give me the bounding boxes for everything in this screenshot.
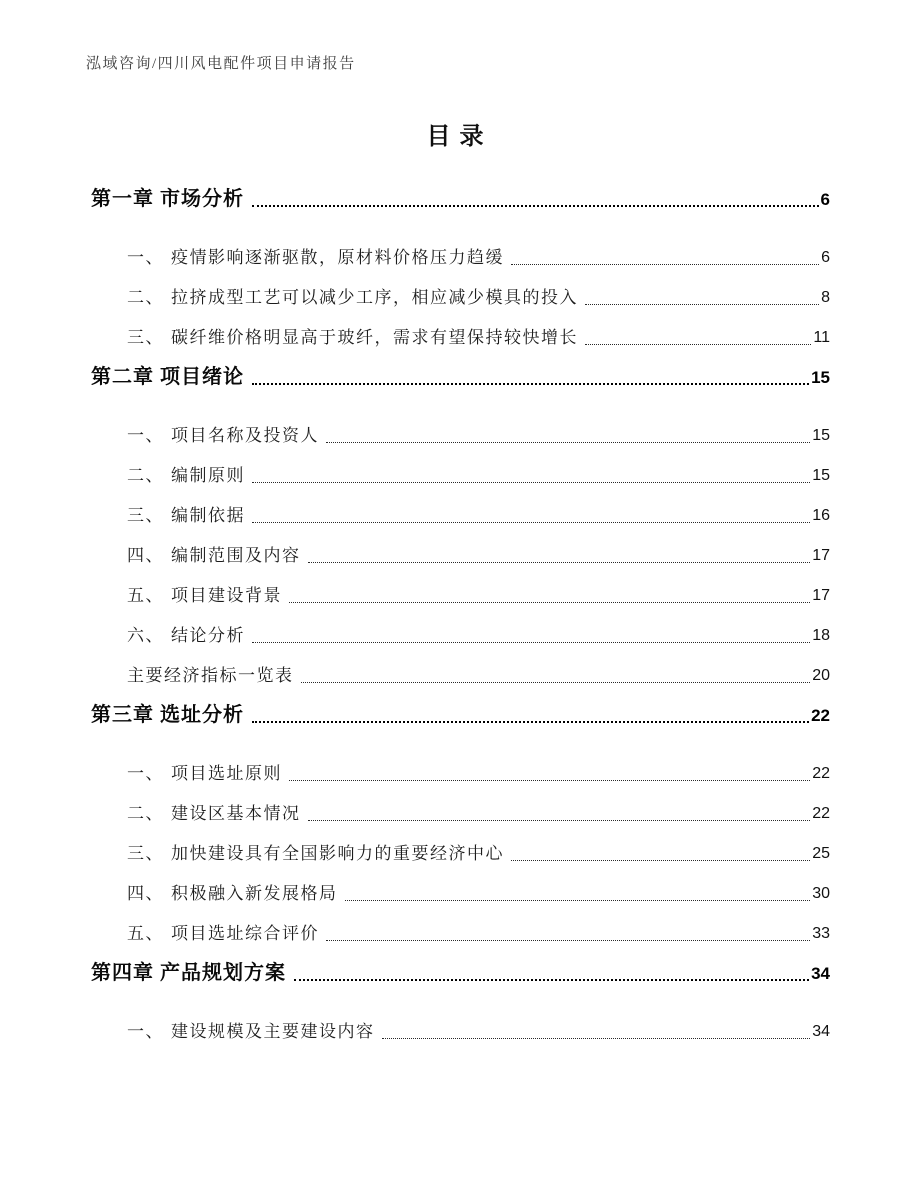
toc-item-row[interactable] bbox=[85, 502, 830, 529]
dotted-leader bbox=[252, 482, 810, 483]
dotted-leader bbox=[326, 940, 810, 941]
table-of-contents bbox=[85, 186, 830, 1058]
toc-item-row[interactable] bbox=[85, 542, 830, 569]
toc-page-number: 17 bbox=[812, 587, 830, 604]
toc-page-number: 22 bbox=[811, 706, 830, 725]
toc-item-row[interactable] bbox=[85, 422, 830, 449]
toc-item-row[interactable] bbox=[85, 244, 830, 271]
toc-item-label: 编制依据 bbox=[171, 506, 245, 525]
toc-item-row[interactable] bbox=[85, 840, 830, 867]
dotted-leader bbox=[382, 1038, 811, 1039]
toc-page-number: 22 bbox=[812, 805, 830, 822]
document-header-text: 泓域咨询/四川风电配件项目申请报告 bbox=[86, 56, 356, 72]
toc-item-number: 一、 bbox=[127, 248, 164, 267]
toc-item-label: 积极融入新发展格局 bbox=[171, 884, 338, 903]
toc-item-label: 项目建设背景 bbox=[171, 586, 282, 605]
toc-item-label: 项目名称及投资人 bbox=[171, 426, 319, 445]
toc-page-number: 15 bbox=[812, 467, 830, 484]
toc-page-number: 6 bbox=[821, 249, 830, 266]
toc-item-number: 三、 bbox=[127, 328, 164, 347]
toc-item-label: 主要经济指标一览表 bbox=[127, 666, 294, 685]
toc-item-row[interactable] bbox=[85, 622, 830, 649]
toc-item-number: 二、 bbox=[127, 288, 164, 307]
toc-page-number: 30 bbox=[812, 885, 830, 902]
toc-item-number: 四、 bbox=[127, 546, 164, 565]
toc-chapter-label: 第二章 项目绪论 bbox=[91, 366, 244, 388]
toc-item-label: 项目选址综合评价 bbox=[171, 924, 319, 943]
toc-page-number: 34 bbox=[811, 964, 830, 983]
toc-item-row[interactable] bbox=[85, 880, 830, 907]
toc-item-row[interactable] bbox=[85, 324, 830, 351]
dotted-leader bbox=[252, 721, 809, 723]
toc-item-number: 五、 bbox=[127, 586, 164, 605]
toc-page-number: 15 bbox=[811, 368, 830, 387]
dotted-leader bbox=[289, 780, 810, 781]
toc-item-label: 加快建设具有全国影响力的重要经济中心 bbox=[171, 844, 504, 863]
toc-page-number: 34 bbox=[812, 1023, 830, 1040]
toc-item-number: 一、 bbox=[127, 1022, 164, 1041]
dotted-leader bbox=[252, 383, 809, 385]
toc-chapter-label: 第三章 选址分析 bbox=[91, 704, 244, 726]
dotted-leader bbox=[585, 344, 811, 345]
toc-chapter-label: 第四章 产品规划方案 bbox=[91, 962, 286, 984]
toc-page-number: 11 bbox=[813, 329, 830, 346]
dotted-leader bbox=[301, 682, 811, 683]
dotted-leader bbox=[308, 820, 811, 821]
toc-item-number: 五、 bbox=[127, 924, 164, 943]
dotted-leader bbox=[511, 860, 810, 861]
toc-page-number: 6 bbox=[820, 190, 830, 209]
dotted-leader bbox=[294, 979, 809, 981]
toc-item-number: 二、 bbox=[127, 804, 164, 823]
toc-item-number: 三、 bbox=[127, 844, 164, 863]
toc-item-row[interactable] bbox=[85, 800, 830, 827]
toc-item-number: 一、 bbox=[127, 426, 164, 445]
toc-chapter-row[interactable] bbox=[85, 960, 830, 987]
toc-item-label: 项目选址原则 bbox=[171, 764, 282, 783]
toc-item-row[interactable] bbox=[85, 582, 830, 609]
toc-item-label: 疫情影响逐渐驱散，原材料价格压力趋缓 bbox=[171, 248, 504, 267]
toc-item-number: 三、 bbox=[127, 506, 164, 525]
dotted-leader bbox=[289, 602, 810, 603]
toc-page-number: 17 bbox=[812, 547, 830, 564]
toc-chapter-label: 第一章 市场分析 bbox=[91, 188, 244, 210]
page-title: 目录 bbox=[426, 124, 493, 150]
toc-item-number: 四、 bbox=[127, 884, 164, 903]
dotted-leader bbox=[585, 304, 819, 305]
dotted-leader bbox=[308, 562, 811, 563]
dotted-leader bbox=[252, 642, 810, 643]
toc-item-label: 碳纤维价格明显高于玻纤，需求有望保持较快增长 bbox=[171, 328, 578, 347]
toc-page-number: 22 bbox=[812, 765, 830, 782]
toc-chapter-row[interactable] bbox=[85, 364, 830, 391]
toc-item-row[interactable] bbox=[85, 662, 830, 689]
toc-item-row[interactable] bbox=[85, 920, 830, 947]
dotted-leader bbox=[511, 264, 819, 265]
dotted-leader bbox=[252, 205, 819, 207]
toc-item-label: 结论分析 bbox=[171, 626, 245, 645]
toc-page-number: 33 bbox=[812, 925, 830, 942]
toc-item-row[interactable] bbox=[85, 760, 830, 787]
toc-page-number: 15 bbox=[812, 427, 830, 444]
toc-item-label: 建设规模及主要建设内容 bbox=[171, 1022, 375, 1041]
dotted-leader bbox=[252, 522, 810, 523]
toc-item-row[interactable] bbox=[85, 284, 830, 311]
toc-item-label: 编制范围及内容 bbox=[171, 546, 301, 565]
toc-item-row[interactable] bbox=[85, 462, 830, 489]
toc-item-row[interactable] bbox=[85, 1018, 830, 1045]
toc-item-label: 编制原则 bbox=[171, 466, 245, 485]
toc-page-number: 18 bbox=[812, 627, 830, 644]
dotted-leader bbox=[345, 900, 811, 901]
toc-page-number: 25 bbox=[812, 845, 830, 862]
toc-item-label: 拉挤成型工艺可以减少工序，相应减少模具的投入 bbox=[171, 288, 578, 307]
toc-chapter-row[interactable] bbox=[85, 702, 830, 729]
toc-page-number: 16 bbox=[812, 507, 830, 524]
toc-page-number: 8 bbox=[821, 289, 830, 306]
toc-chapter-row[interactable] bbox=[85, 186, 830, 213]
toc-item-label: 建设区基本情况 bbox=[171, 804, 301, 823]
toc-item-number: 六、 bbox=[127, 626, 164, 645]
toc-item-number: 二、 bbox=[127, 466, 164, 485]
toc-page-number: 20 bbox=[812, 667, 830, 684]
dotted-leader bbox=[326, 442, 810, 443]
toc-item-number: 一、 bbox=[127, 764, 164, 783]
